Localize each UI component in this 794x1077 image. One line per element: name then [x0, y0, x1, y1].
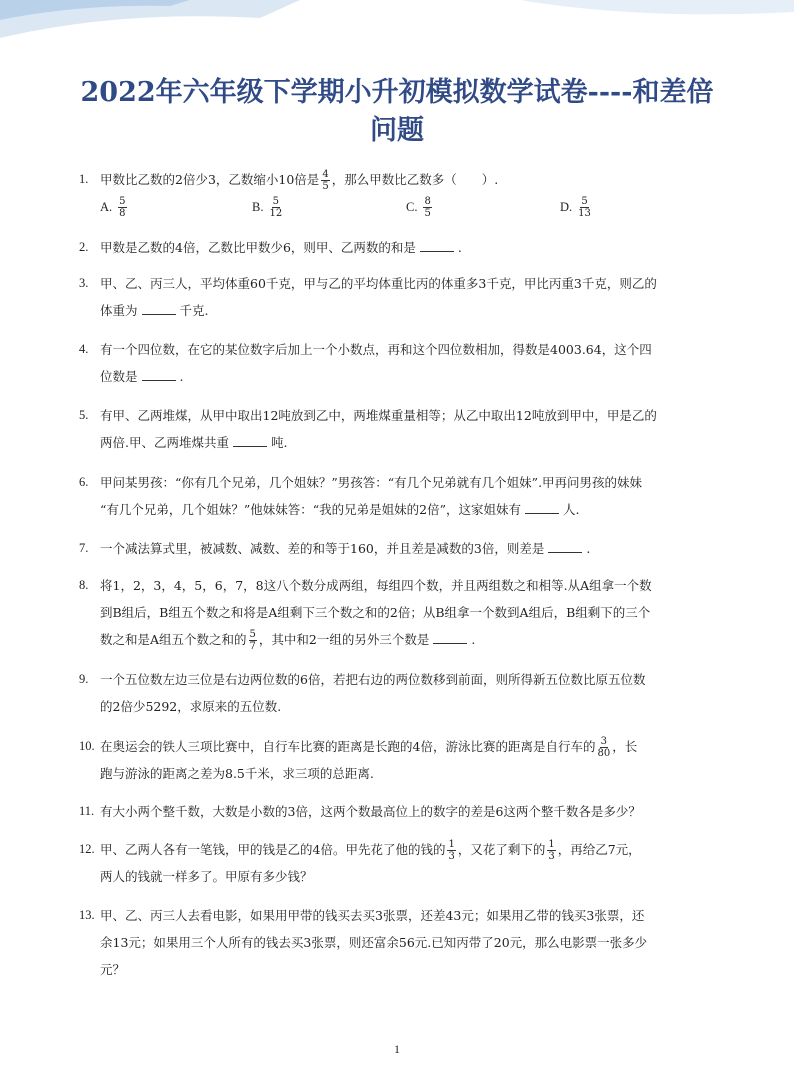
question-text: 跑与游泳的距离之差为8.5千米，求三项的总距离. — [100, 766, 374, 781]
question-text: 有甲、乙两堆煤，从甲中取出12吨放到乙中，两堆煤重量相等；从乙中取出12吨放到甲中，甲是乙的 — [100, 408, 657, 423]
question-text: 余13元；如果用三个人所有的钱去买3张票，则还富余56元.已知丙带了20元，那么电影票一张多少 — [100, 935, 648, 950]
question-5: 5. 有甲、乙两堆煤，从甲中取出12吨放到乙中，两堆煤重量相等；从乙中取出12吨放到甲中，甲是乙的 两倍.甲、乙两堆煤共重 吨. — [80, 402, 720, 456]
answer-options — [100, 193, 720, 219]
question-number: 7. — [79, 541, 89, 555]
question-number: 9. — [79, 672, 89, 686]
question-text: 元？ — [100, 962, 126, 977]
question-text: 有大小两个整千数，大数是小数的3倍，这两个数最高位上的数字的差是6这两个整千数各是多少？ — [100, 804, 641, 819]
question-number: 4. — [79, 342, 89, 356]
question-text: 的2倍少5292，求原来的五位数. — [100, 699, 282, 714]
question-1 — [80, 166, 720, 219]
option-a[interactable]: A. $\frac{5}{8}$ — [100, 196, 126, 219]
question-number: 12. — [79, 842, 95, 856]
question-number: 13. — [79, 908, 95, 922]
answer-blank[interactable] — [548, 540, 582, 553]
question-text: 一个五位数左边三位是右边两位数的6倍，若把右边的两位数移到前面，则所得新五位数比原五位数 — [100, 672, 646, 687]
question-text: 两人的钱就一样多了。甲原有多少钱？ — [100, 869, 313, 884]
question-number: 3. — [79, 276, 89, 290]
question-text: 甲、乙、丙三人，平均体重60千克，甲与乙的平均体重比丙的体重多3千克，甲比丙重3千克，则乙的 — [100, 276, 657, 291]
answer-blank[interactable] — [433, 631, 467, 644]
option-c[interactable]: C. $\frac{8}{5}$ — [406, 196, 431, 219]
fraction: $\frac{5}{7}$ — [249, 629, 256, 652]
fraction: $\frac{1}{3}$ — [548, 839, 555, 862]
fraction: $\frac{1}{3}$ — [448, 839, 455, 862]
question-7: 7. 一个减法算式里，被减数、减数、差的和等于160，并且差是减数的3倍，则差是 . — [80, 535, 720, 562]
answer-blank[interactable] — [420, 239, 454, 252]
question-12: 12. 甲、乙两人各有一笔钱，甲的钱是乙的4倍。甲先花了他的钱的 $\frac{1}{3}$ ，又花了剩下的 $\frac{1}{3}$ ，再给乙7元， 两人的钱就一样多了。甲原有多少钱？ — [80, 836, 720, 890]
option-b[interactable]: B. $\frac{5}{12}$ — [252, 196, 283, 219]
question-4: 4. 有一个四位数，在它的某位数字后加上一个小数点，再和这个四位数相加，得数是4003.64，这个四 位数是 . — [80, 336, 720, 390]
question-3: 3. 甲、乙、丙三人，平均体重60千克，甲与乙的平均体重比丙的体重多3千克，甲比丙重3千克，则乙的 体重为 千克. — [80, 270, 720, 324]
question-text: ，那么甲数比乙数多（ ）. — [331, 172, 499, 187]
document-title — [60, 74, 734, 150]
option-d[interactable]: D. $\frac{5}{13}$ — [560, 196, 591, 219]
question-text: 有一个四位数，在它的某位数字后加上一个小数点，再和这个四位数相加，得数是4003.64，这个四 — [100, 342, 652, 357]
question-text: 到B组后，B组五个数之和将是A组剩下三个数之和的2倍；从B组拿一个数到A组后，B组剩下的三个 — [100, 605, 651, 620]
question-number: 6. — [79, 475, 89, 489]
answer-blank[interactable] — [142, 368, 176, 381]
title-line-2: 问题 — [370, 115, 424, 146]
page-number: 1 — [394, 1042, 400, 1056]
question-text: 甲问某男孩：“你有几个兄弟，几个姐妹？”男孩答：“有几个兄弟就有几个姐妹”.甲再问男孩的妹妹 — [100, 475, 643, 490]
question-text: 在奥运会的铁人三项比赛中，自行车比赛的距离是长跑的4倍，游泳比赛的距离是自行车的 — [100, 739, 596, 754]
question-text: 一个减法算式里，被减数、减数、差的和等于160，并且差是减数的3倍，则差是 — [100, 541, 545, 556]
fraction: $\frac{4}{5}$ — [322, 169, 329, 192]
question-number: 11. — [79, 804, 95, 818]
answer-blank[interactable] — [233, 434, 267, 447]
question-number: 2. — [79, 240, 89, 254]
header-decoration — [0, 0, 794, 70]
question-text: 将1，2，3，4，5，6，7，8这八个数分成两组，每组四个数，并且两组数之和相等.从A组拿一个数 — [100, 578, 652, 593]
question-10: 10. 在奥运会的铁人三项比赛中，自行车比赛的距离是长跑的4倍，游泳比赛的距离是自行车的 $\frac{3}{80}$ ，长 跑与游泳的距离之差为8.5千米，求三项的总距离. — [80, 733, 720, 787]
question-text: 甲、乙两人各有一笔钱，甲的钱是乙的4倍。甲先花了他的钱的 — [100, 842, 446, 857]
question-text: 甲数是乙数的4倍，乙数比甲数少6，则甲、乙两数的和是 — [100, 240, 416, 255]
fraction: $\frac{3}{80}$ — [597, 736, 611, 759]
question-number: 10. — [79, 739, 95, 753]
question-13 — [80, 902, 720, 983]
answer-blank[interactable] — [525, 501, 559, 514]
question-text: 甲数比乙数的2倍少3，乙数缩小10倍是 — [100, 172, 320, 187]
question-number: 8. — [79, 578, 89, 592]
question-8: 8. 将1，2，3，4，5，6，7，8这八个数分成两组，每组四个数，并且两组数之和相等.从A组拿一个数 到B组后，B组五个数之和将是A组剩下三个数之和的2倍；从B组拿一个数到A组后，B组剩下的三个 数之和是A组五个数之和的 $\frac{5}{7}$ ，其中和2一组的另外三个数是 . — [80, 572, 720, 653]
question-number: 1. — [79, 172, 89, 186]
answer-blank[interactable] — [142, 302, 176, 315]
question-6: 6. 甲问某男孩：“你有几个兄弟，几个姐妹？”男孩答：“有几个兄弟就有几个姐妹”.甲再问男孩的妹妹 “有几个兄弟，几个姐妹？”他妹妹答：“我的兄弟是姐妹的2倍”，这家姐妹有 人. — [80, 469, 720, 523]
question-11 — [80, 798, 720, 825]
title-line-1: 2022年六年级下学期小升初模拟数学试卷----和差倍 — [80, 77, 714, 108]
question-number: 5. — [79, 408, 89, 422]
question-2: 2. 甲数是乙数的4倍，乙数比甲数少6，则甲、乙两数的和是 . — [80, 234, 720, 261]
question-text: 甲、乙、丙三人去看电影，如果用甲带的钱买去买3张票，还差43元；如果用乙带的钱买3张票，还 — [100, 908, 645, 923]
question-9 — [80, 666, 720, 720]
